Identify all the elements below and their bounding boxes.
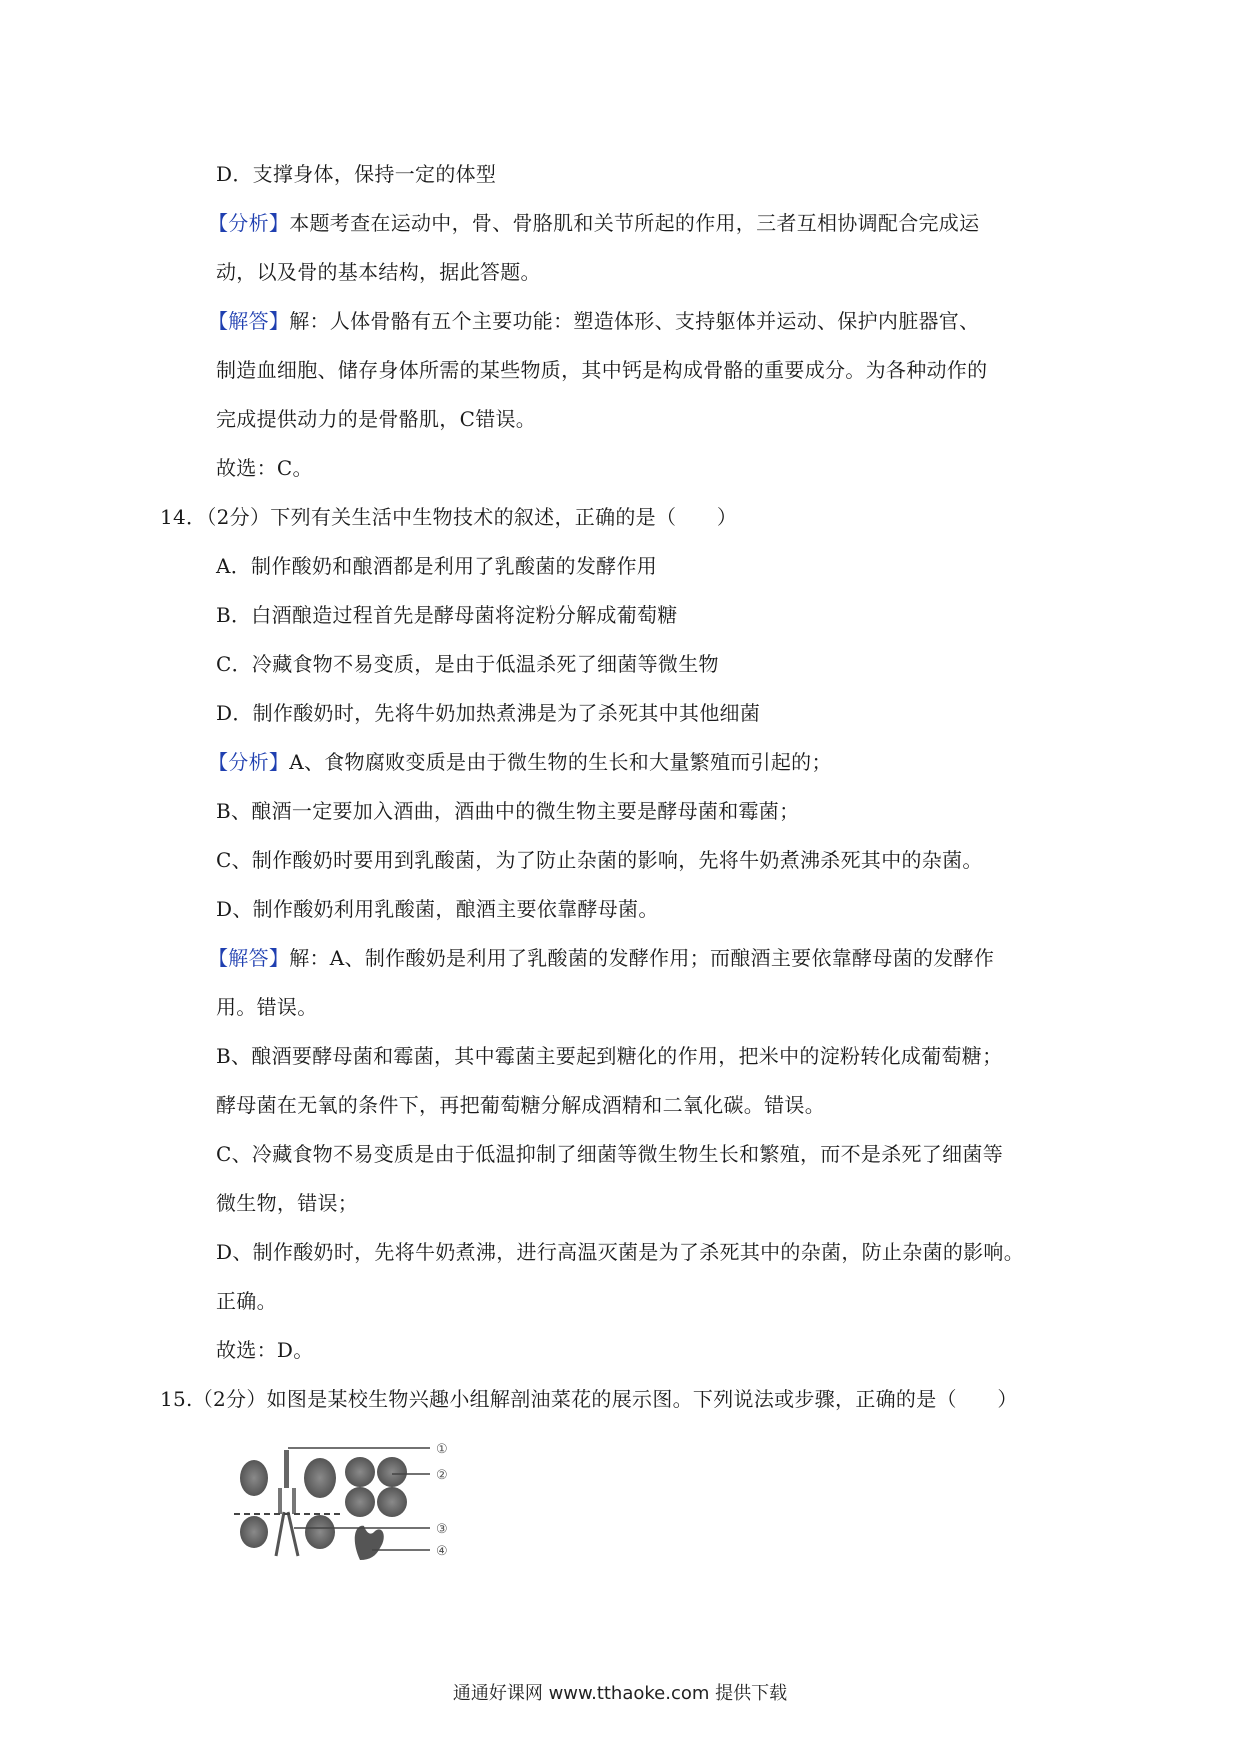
q13-analysis-line-2: 动，以及骨的基本结构，据此答题。	[216, 260, 541, 284]
q14-choice: 故选：D。	[216, 1338, 314, 1362]
q14-answer-line-8: 正确。	[216, 1289, 277, 1313]
sepal-right-top	[304, 1458, 336, 1498]
petal-2	[377, 1457, 407, 1487]
answer-tag: 【解答】	[208, 309, 290, 333]
rape-flower-dissection-figure	[232, 1428, 472, 1568]
pistil	[276, 1512, 298, 1556]
q14-answer-line-4: 酵母菌在无氧的条件下，再把葡萄糖分解成酒精和二氧化碳。错误。	[216, 1093, 825, 1117]
answer-text: 解：A、制作酸奶是利用了乳酸菌的发酵作用；而酿酒主要依靠酵母菌的发酵作	[289, 946, 995, 970]
q13-answer-line-3: 完成提供动力的是骨骼肌，C错误。	[216, 407, 537, 431]
q14-answer-line-2: 用。错误。	[216, 995, 318, 1019]
q14-option-b: B．白酒酿造过程首先是酵母菌将淀粉分解成葡萄糖	[216, 603, 678, 627]
analysis-tag: 【分析】	[208, 750, 290, 774]
q14-analysis-line-3: C、制作酸奶时要用到乳酸菌，为了防止杂菌的影响，先将牛奶煮沸杀死其中的杂菌。	[216, 848, 983, 872]
stamen-middle-2	[292, 1488, 296, 1514]
stamen-top	[284, 1450, 289, 1488]
sepal-left-bottom	[240, 1516, 268, 1548]
answer-text: 解：人体骨骼有五个主要功能：塑造体形、支持躯体并运动、保护内脏器官、	[289, 309, 980, 333]
q13-choice: 故选：C。	[216, 456, 313, 480]
q14-answer-line-1	[208, 944, 994, 972]
analysis-text: A、食物腐败变质是由于微生物的生长和大量繁殖而引起的；	[289, 750, 832, 774]
sepal-right-bottom	[305, 1515, 335, 1549]
label-3: ③	[436, 1522, 448, 1537]
q13-option-d: D．支撑身体，保持一定的体型	[216, 162, 497, 186]
label-2: ②	[436, 1468, 448, 1483]
label-4: ④	[436, 1544, 448, 1559]
sepal-left-top	[240, 1460, 268, 1496]
q14-answer-line-5: C、冷藏食物不易变质是由于低温抑制了细菌等微生物生长和繁殖，而不是杀死了细菌等	[216, 1142, 1004, 1166]
flower-side-view	[355, 1526, 384, 1560]
answer-tag: 【解答】	[208, 946, 290, 970]
q14-answer-line-3: B、酿酒要酵母菌和霉菌，其中霉菌主要起到糖化的作用，把米中的淀粉转化成葡萄糖；	[216, 1044, 1003, 1068]
q14-option-d: D．制作酸奶时，先将牛奶加热煮沸是为了杀死其中其他细菌	[216, 701, 761, 725]
q14-option-c: C．冷藏食物不易变质，是由于低温杀死了细菌等微生物	[216, 652, 719, 676]
stamen-middle	[278, 1488, 282, 1514]
q14-answer-line-6: 微生物，错误；	[216, 1191, 359, 1215]
petal-1	[345, 1457, 375, 1487]
analysis-text: 本题考查在运动中，骨、骨胳肌和关节所起的作用，三者互相协调配合完成运	[289, 211, 980, 235]
q13-answer-line-1	[208, 307, 979, 335]
q14-analysis-line-2: B、酿酒一定要加入酒曲，酒曲中的微生物主要是酵母菌和霉菌；	[216, 799, 800, 823]
q14-analysis-line-4: D、制作酸奶利用乳酸菌，酿酒主要依靠酵母菌。	[216, 897, 659, 921]
flower-diagram	[232, 1428, 472, 1568]
label-1: ①	[436, 1442, 448, 1457]
q14-analysis-line-1	[208, 748, 832, 776]
petal-4	[377, 1487, 407, 1517]
q14-stem: 14．（2分）下列有关生活中生物技术的叙述，正确的是（ ）	[160, 505, 738, 529]
petal-3	[345, 1487, 375, 1517]
page-footer: 通通好课网 www.tthaoke.com 提供下载	[452, 1683, 788, 1704]
q15-stem: 15.（2分）如图是某校生物兴趣小组解剖油菜花的展示图。下列说法或步骤，正确的是（ ）	[160, 1387, 1018, 1411]
q14-answer-line-7: D、制作酸奶时，先将牛奶煮沸，进行高温灭菌是为了杀死其中的杂菌，防止杂菌的影响。	[216, 1240, 1025, 1264]
analysis-tag: 【分析】	[208, 211, 290, 235]
q13-answer-line-2: 制造血细胞、储存身体所需的某些物质，其中钙是构成骨骼的重要成分。为各种动作的	[216, 358, 988, 382]
q13-analysis-line-1	[208, 209, 979, 237]
q14-option-a: A．制作酸奶和酿酒都是利用了乳酸菌的发酵作用	[216, 554, 658, 578]
